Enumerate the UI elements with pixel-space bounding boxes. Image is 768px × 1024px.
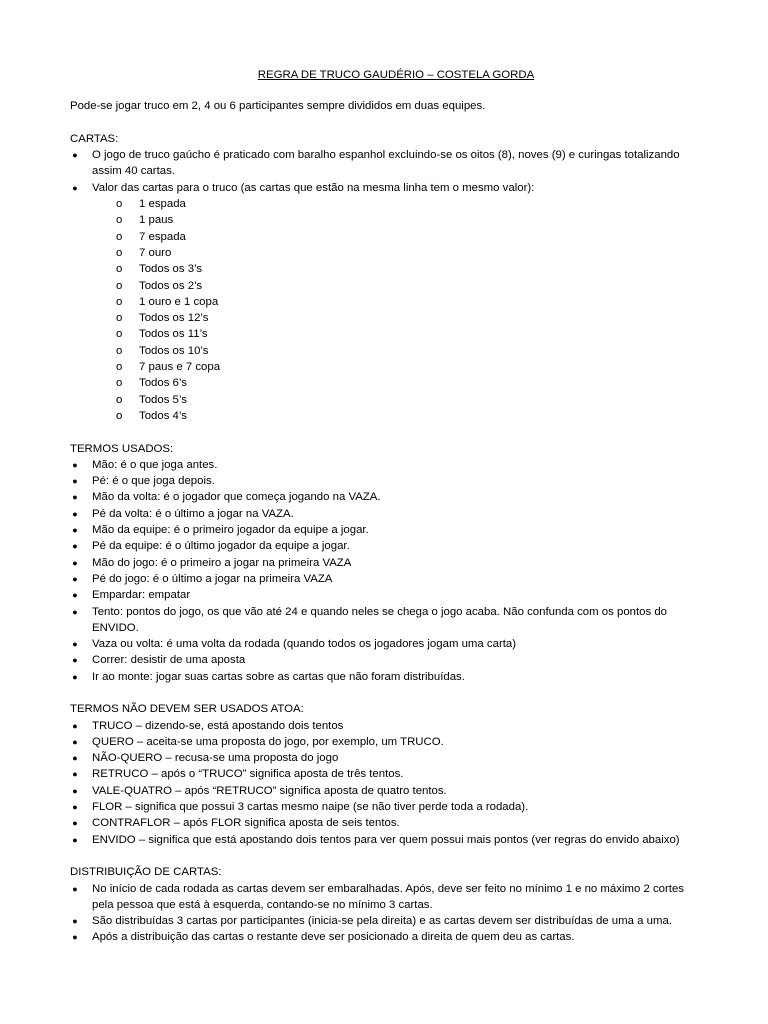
list-item — [70, 815, 708, 831]
list-item-text: Mão: é o que joga antes. — [92, 458, 218, 471]
list-item-text: Correr: desistir de uma aposta — [92, 654, 246, 667]
list-item-text: Pé da equipe: é o último jogador da equipe a jogar. — [92, 540, 350, 553]
list-item — [70, 766, 708, 782]
card-value: Todos os 2’s — [139, 279, 203, 292]
card-value: Todos 4’s — [139, 409, 187, 422]
bullet-icon: ● — [72, 459, 78, 470]
page-title: REGRA DE TRUCO GAUDÉRIO – COSTELA GORDA — [257, 69, 535, 81]
list-item — [70, 147, 708, 180]
bullet-icon: ● — [72, 720, 78, 731]
list-item — [116, 229, 708, 245]
list-item — [70, 669, 708, 685]
list-item — [116, 359, 708, 375]
list-item-text: Mão da equipe: é o primeiro jogador da equipe a jogar. — [92, 524, 369, 537]
list-item — [70, 718, 708, 734]
list-item-text: Empardar: empatar — [92, 589, 191, 602]
circle-bullet-icon: o — [116, 312, 123, 325]
bullet-icon: ● — [72, 655, 78, 666]
bullet-icon: ● — [72, 802, 78, 813]
bullet-icon: ● — [72, 508, 78, 519]
bullet-icon: ● — [72, 525, 78, 536]
bullet-icon: ● — [72, 541, 78, 552]
list-item-text: ENVIDO – significa que está apostando dois tentos para ver quem possui mais pontos (ver regras do envido abaixo) — [92, 833, 680, 846]
circle-bullet-icon: o — [116, 377, 123, 390]
section-distribuicao — [70, 864, 708, 945]
bullet-list — [70, 147, 708, 196]
list-item-text: Vaza ou volta: é uma volta da rodada (quando todos os jogadores jogam uma carta) — [92, 638, 517, 651]
list-item-text: São distribuídas 3 cartas por participantes (inicia-se pela direita) e as cartas devem ser distribuídas de uma a uma. — [92, 915, 672, 928]
list-item-text: Ir ao monte: jogar suas cartas sobre as cartas que não foram distribuídas. — [92, 670, 465, 683]
circle-bullet-icon: o — [116, 279, 123, 292]
bullet-icon: ● — [72, 606, 78, 617]
list-item — [116, 392, 708, 408]
list-item — [116, 343, 708, 359]
bullet-icon: ● — [72, 834, 78, 845]
circle-bullet-icon: o — [116, 409, 123, 422]
bullet-icon: ● — [72, 818, 78, 829]
list-item — [70, 489, 708, 505]
list-item — [70, 783, 708, 799]
section-termos-atoa — [70, 701, 708, 848]
list-item-text: Pé da volta: é o último a jogar na VAZA. — [92, 507, 294, 520]
bullet-icon: ● — [72, 639, 78, 650]
list-item-text: NÃO-QUERO – recusa-se uma proposta do jogo — [92, 752, 339, 765]
list-item — [70, 587, 708, 603]
list-item — [70, 555, 708, 571]
circle-bullet-icon: o — [116, 344, 123, 357]
circle-bullet-icon: o — [116, 393, 123, 406]
section-cartas — [70, 131, 708, 424]
list-item-text: O jogo de truco gaúcho é praticado com baralho espanhol excluindo-se os oitos (8), noves (9) e curingas totalizando assim 40 cartas. — [92, 149, 680, 178]
circle-bullet-icon: o — [116, 295, 123, 308]
list-item — [116, 261, 708, 277]
list-item-text: TRUCO – dizendo-se, está apostando dois tentos — [92, 719, 344, 732]
list-item — [70, 734, 708, 750]
card-value: 1 ouro e 1 copa — [139, 295, 219, 308]
circle-bullet-icon: o — [116, 246, 123, 259]
section-heading: DISTRIBUIÇÃO DE CARTAS: — [70, 866, 222, 879]
list-item-text: QUERO – aceita-se uma proposta do jogo, por exemplo, um TRUCO. — [92, 735, 444, 748]
bullet-list — [70, 457, 708, 685]
bullet-icon: ● — [72, 476, 78, 487]
list-item-text: Após a distribuição das cartas o restante deve ser posicionado a direita de quem deu as cartas. — [92, 931, 575, 944]
circle-bullet-icon: o — [116, 198, 123, 211]
bullet-icon: ● — [72, 883, 78, 894]
circle-bullet-icon: o — [116, 230, 123, 243]
card-value: Todos 5’s — [139, 393, 187, 406]
intro-paragraph: Pode-se jogar truco em 2, 4 ou 6 participantes sempre divididos em duas equipes. — [70, 100, 486, 113]
list-item-text: RETRUCO – após o “TRUCO” significa aposta de três tentos. — [92, 768, 404, 781]
bullet-list — [70, 718, 708, 848]
bullet-icon: ● — [72, 590, 78, 601]
bullet-icon: ● — [72, 916, 78, 927]
card-value: Todos os 10’s — [139, 344, 209, 357]
section-heading: TERMOS USADOS: — [70, 442, 174, 455]
list-item-text: Tento: pontos do jogo, os que vão até 24 e quando neles se chega o jogo acaba. Não confunda com os pontos do ENVIDO. — [92, 605, 668, 634]
card-value: 7 paus e 7 copa — [139, 361, 221, 374]
card-value: Todos os 3’s — [139, 263, 203, 276]
list-item — [70, 473, 708, 489]
circle-bullet-icon: o — [116, 361, 123, 374]
list-item-text: Mão da volta: é o jogador que começa jogando na VAZA. — [92, 491, 381, 504]
section-heading: CARTAS: — [70, 132, 119, 145]
section-heading: TERMOS NÃO DEVEM SER USADOS ATOA: — [70, 703, 304, 716]
list-item-text: Mão do jogo: é o primeiro a jogar na primeira VAZA — [92, 556, 352, 569]
card-value: 7 espada — [139, 230, 186, 243]
section-termos-usados — [70, 441, 708, 685]
list-item — [70, 506, 708, 522]
list-item — [116, 278, 708, 294]
list-item-text: Valor das cartas para o truco (as cartas que estão na mesma linha tem o mesmo valor): — [92, 181, 535, 194]
circle-bullet-icon: o — [116, 214, 123, 227]
bullet-icon: ● — [72, 736, 78, 747]
bullet-icon: ● — [72, 932, 78, 943]
list-item — [116, 245, 708, 261]
list-item — [116, 196, 708, 212]
bullet-icon: ● — [72, 182, 78, 193]
list-item — [70, 913, 708, 929]
list-item-text: Pé do jogo: é o último a jogar na primeira VAZA — [92, 572, 333, 585]
bullet-icon: ● — [72, 150, 78, 161]
card-value: Todos 6’s — [139, 377, 187, 390]
bullet-icon: ● — [72, 557, 78, 568]
card-values-list — [70, 196, 708, 424]
bullet-icon: ● — [72, 573, 78, 584]
list-item — [70, 571, 708, 587]
card-value: 1 paus — [139, 214, 174, 227]
list-item — [116, 212, 708, 228]
list-item — [70, 522, 708, 538]
list-item-text: CONTRAFLOR – após FLOR significa aposta de seis tentos. — [92, 817, 400, 830]
list-item-text: VALE-QUATRO – após “RETRUCO” significa aposta de quatro tentos. — [92, 784, 447, 797]
list-item — [70, 636, 708, 652]
bullet-icon: ● — [72, 753, 78, 764]
list-item — [116, 375, 708, 391]
list-item — [70, 750, 708, 766]
card-value: Todos os 11’s — [139, 328, 208, 341]
list-item — [70, 538, 708, 554]
list-item — [70, 604, 708, 637]
list-item — [116, 310, 708, 326]
list-item-text: No início de cada rodada as cartas devem ser embaralhadas. Após, deve ser feito no mínimo 1 e no máximo 2 cortes pela pessoa que está à esquerda, contando-se no mínimo 3 cartas. — [92, 882, 684, 911]
circle-bullet-icon: o — [116, 328, 123, 341]
list-item — [70, 929, 708, 945]
list-item-text: Pé: é o que joga depois. — [92, 475, 215, 488]
card-value: 1 espada — [139, 198, 186, 211]
bullet-icon: ● — [72, 785, 78, 796]
list-item-text: FLOR – significa que possui 3 cartas mesmo naipe (se não tiver perde toda a rodada). — [92, 801, 529, 814]
card-value: 7 ouro — [139, 246, 172, 259]
circle-bullet-icon: o — [116, 263, 123, 276]
list-item — [116, 326, 708, 342]
list-item — [116, 408, 708, 424]
list-item — [70, 457, 708, 473]
list-item — [70, 881, 708, 914]
list-item — [116, 294, 708, 310]
bullet-icon: ● — [72, 769, 78, 780]
list-item — [70, 799, 708, 815]
list-item — [70, 180, 708, 196]
bullet-icon: ● — [72, 492, 78, 503]
card-value: Todos os 12’s — [139, 312, 209, 325]
bullet-list — [70, 881, 708, 946]
list-item — [70, 652, 708, 668]
bullet-icon: ● — [72, 671, 78, 682]
list-item — [70, 832, 708, 848]
